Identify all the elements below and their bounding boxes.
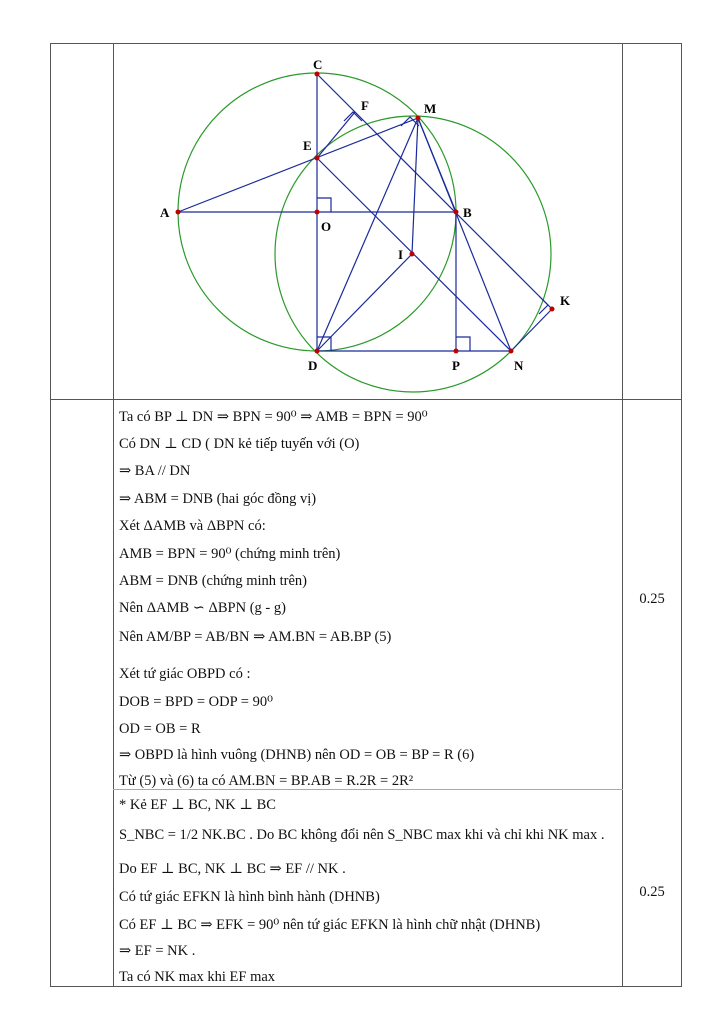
label-a: A — [160, 205, 170, 220]
label-d: D — [308, 358, 318, 373]
proof-line: Nên ΔAMB ∽ ΔBPN (g - g) — [119, 600, 286, 616]
label-i: I — [398, 247, 404, 262]
score-row-2: 0.25 — [639, 591, 665, 607]
score-row-3: 0.25 — [639, 884, 665, 900]
proof-line: OD = OB = R — [119, 721, 201, 737]
proof-line: ABM = DNB (chứng minh trên) — [119, 573, 308, 589]
label-m: M — [424, 101, 437, 116]
proof-line: ⇒ OBPD là hình vuông (DHNB) nên OD = OB = BP = R (6) — [119, 747, 475, 763]
proof-line: Có EF ⊥ BC ⇒ EFK = 90⁰ nên tứ giác EFKN là hình chữ nhật (DHNB) — [119, 917, 541, 933]
proof-line: Có DN ⊥ CD ( DN kẻ tiếp tuyến với (O) — [119, 436, 360, 452]
proof-line: S_NBC = 1/2 NK.BC . Do BC không đổi nên S_NBC max khi và chỉ khi NK max . — [119, 827, 605, 843]
label-e: E — [303, 138, 312, 153]
proof-line: Có tứ giác EFKN là hình bình hành (DHNB) — [119, 889, 380, 905]
label-c: C — [313, 57, 323, 72]
proof-line: AMB = BPN = 90⁰ (chứng minh trên) — [119, 546, 341, 562]
geometry-figure — [0, 0, 725, 400]
proof-line: DOB = BPD = ODP = 90⁰ — [119, 694, 273, 710]
label-f: F — [361, 98, 369, 113]
label-k: K — [560, 293, 571, 308]
proof-line: Nên AM/BP = AB/BN ⇒ AM.BN = AB.BP (5) — [119, 629, 392, 645]
proof-line: Ta có BP ⊥ DN ⇒ BPN = 90⁰ ⇒ AMB = BPN = 90⁰ — [119, 409, 428, 425]
proof-line: Xét tứ giác OBPD có : — [119, 666, 251, 682]
label-n: N — [514, 358, 524, 373]
label-p: P — [452, 358, 460, 373]
proof-line: Xét ΔAMB và ΔBPN có: — [119, 518, 266, 534]
proof-line: Do EF ⊥ BC, NK ⊥ BC ⇒ EF // NK . — [119, 861, 346, 877]
proof-line: Ta có NK max khi EF max — [119, 969, 276, 985]
proof-line: * Kẻ EF ⊥ BC, NK ⊥ BC — [119, 797, 276, 813]
proof-line: ⇒ ABM = DNB (hai góc đồng vị) — [119, 491, 317, 507]
proof-line: ⇒ EF = NK . — [119, 943, 196, 959]
label-o: O — [321, 219, 332, 234]
label-b: B — [463, 205, 472, 220]
proof-line: Từ (5) và (6) ta có AM.BN = BP.AB = R.2R = 2R² — [119, 773, 414, 789]
table-border-bottom — [50, 986, 682, 987]
proof-line: ⇒ BA // DN — [119, 463, 191, 479]
